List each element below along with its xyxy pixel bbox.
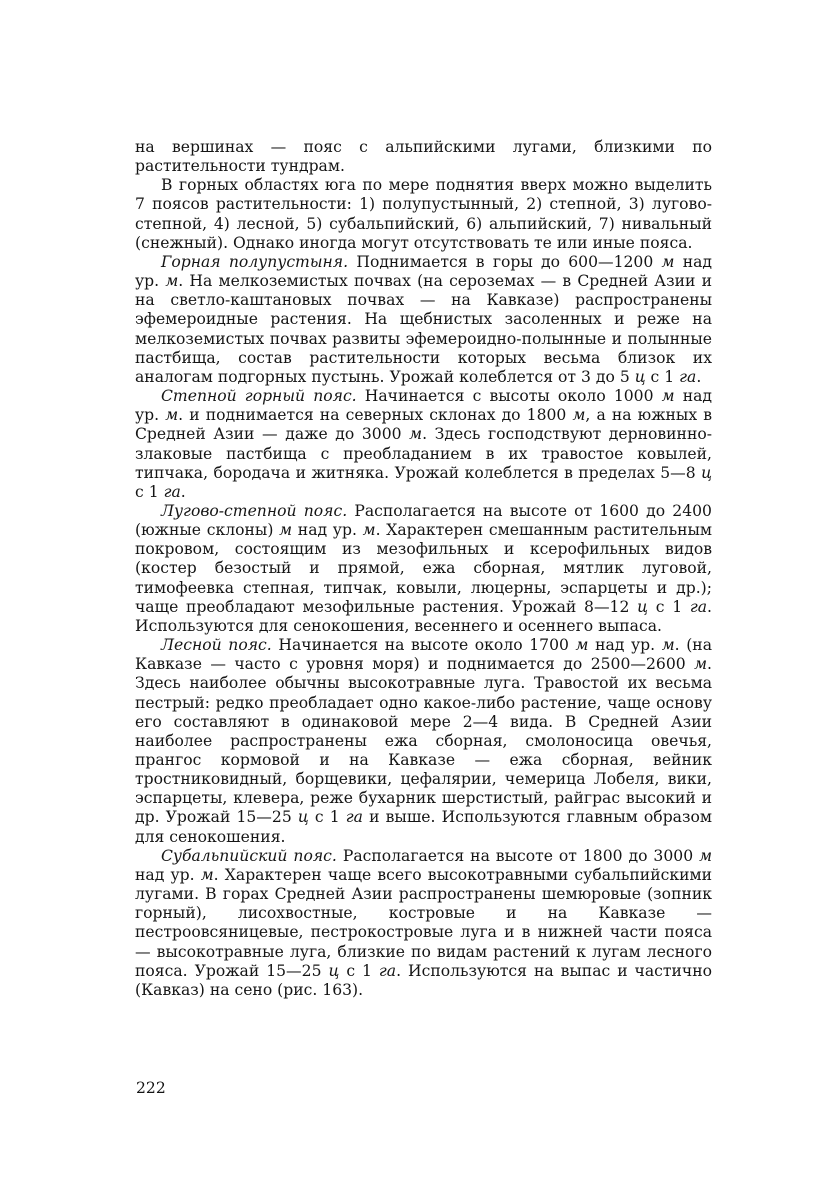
paragraph-mountain-semidesert: Горная полупустыня. Поднимается в горы до 600—1200 м над ур. м. На мелкоземистых почвах (на сероземах — в Средней Азии и на светло-каштановых почвах — на Кавказе) распространены эфемероидные растения. На щебнистых засоленных и реже на мелкоземистых почвах развиты эфемероидно-полынные и полынные пастбища, состав растительности которых весьма близок их аналогам подгорных пустынь. Урожай колеблется от 3 до 5 ц с 1 га. <box>135 252 712 386</box>
paragraph-subalpine-belt: Субальпийский пояс. Располагается на высоте от 1800 до 3000 м над ур. м. Характерен чаще всего высокотравными субальпийскими лугами. В горах Средней Азии распространены шемюровые (зопник горный), лисохвостные, костровые и на Кавказе — пестроовсяницевые, пестрокостровые луга и в нижней части пояса — высокотравные луга, близкие по видам растений к лугам лесного пояса. Урожай 15—25 ц с 1 га. Используются на выпас и частично (Кавказ) на сено (рис. 163). <box>135 846 713 999</box>
section-heading: Степной горный пояс. <box>161 387 357 406</box>
section-heading: Горная полупустыня. <box>161 252 349 271</box>
section-heading: Субальпийский пояс. <box>161 846 337 865</box>
page-number: 222 <box>136 1079 166 1097</box>
section-heading: Лесной пояс. <box>161 636 272 655</box>
paragraph-intro-continued: на вершинах — пояс с альпийскими лугами, близкими по растительности тундрам. <box>135 138 712 176</box>
paragraph-belts-overview: В горных областях юга по мере поднятия вверх можно выделить 7 поясов растительности: 1) полупустынный, 2) степной, 3) лугово-степной, 4) лесной, 5) субальпийский, 6) альпийский, 7) нивальный (снежный). Однако иногда могут отсутствовать те или иные пояса. <box>135 176 712 252</box>
paragraph-forest-belt: Лесной пояс. Начинается на высоте около 1700 м над ур. м. (на Кавказе — часто с уровня моря) и поднимается до 2500—2600 м. Здесь наиболее обычны высокотравные луга. Травостой их весьма пестрый: редко преобладает одно какое-либо растение, чаще основу его составляют в одинаковой мере 2—4 вида. В Средней Азии наиболее распространены ежа сборная, смолоносица овечья, прангос кормовой и на Кавказе — ежа сборная, вейник тростниковидный, борщевики, цефалярии, чемерица Лобеля, вики, эспарцеты, клевера, реже бухарник шерстистый, райграс высокий и др. Урожай 15—25 ц с 1 га и выше. Используются главным образом для сенокошения. <box>135 636 713 846</box>
paragraph-steppe-belt: Степной горный пояс. Начинается с высоты около 1000 м над ур. м. и поднимается на северных склонах до 1800 м, а на южных в Средней Азии — даже до 3000 м. Здесь господствуют дерновинно-злаковые пастбища с преобладанием в их травостое ковылей, типчака, бородача и житняка. Урожай колеблется в пределах 5—8 ц с 1 га. <box>135 387 713 501</box>
section-heading: Лугово-степной пояс. <box>161 501 348 520</box>
body-text <box>135 138 712 1000</box>
paragraph-meadow-steppe-belt: Лугово-степной пояс. Располагается на высоте от 1600 до 2400 (южные склоны) м над ур. м. Характерен смешанным растительным покровом, состоящим из мезофильных и ксерофильных видов (костер безостый и прямой, ежа сборная, мятлик луговой, тимофеевка степная, типчак, ковыли, люцерны, эспарцеты и др.); чаще преобладают мезофильные растения. Урожай 8—12 ц с 1 га. Используются для сенокошения, весеннего и осеннего выпаса. <box>135 501 712 635</box>
